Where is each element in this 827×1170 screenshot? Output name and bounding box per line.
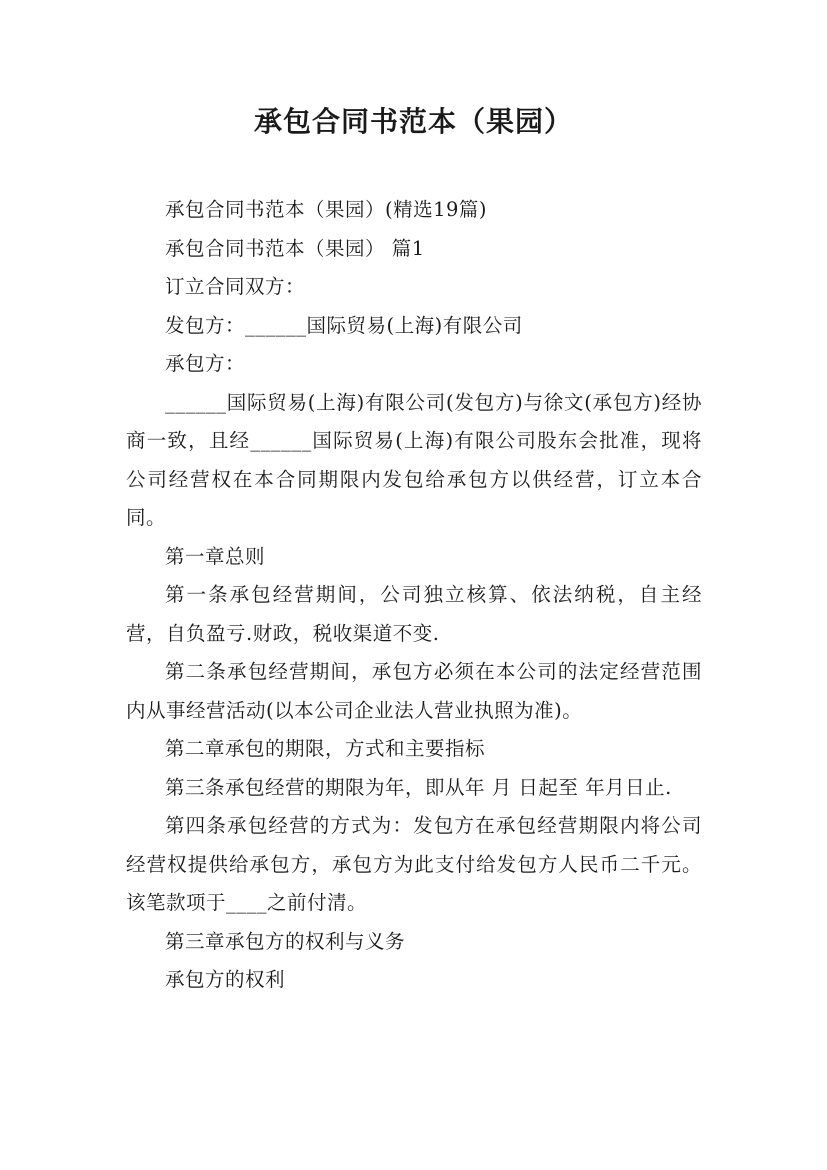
document-title: 承包合同书范本（果园） (253, 105, 573, 138)
paragraph-chapter-1: 第一章总则 (165, 544, 266, 568)
paragraph-contractor-issuer: 发包方：______国际贸易(上海)有限公司 (165, 313, 523, 337)
paragraph-article-1: 第一条承包经营期间，公司独立核算、依法纳税，自主经营，自负盈亏.财政，税收渠道不变. (126, 583, 702, 645)
document-body (126, 191, 702, 1000)
paragraph-article-2: 第二条承包经营期间，承包方必须在本公司的法定经营范围内从事经营活动(以本公司企业法人营业执照为准)。 (126, 660, 702, 722)
paragraph-section-heading: 承包合同书范本（果园） 篇1 (165, 236, 425, 260)
paragraph-subtitle: 承包合同书范本（果园）(精选19篇) (165, 198, 488, 221)
paragraph-preamble: ______国际贸易(上海)有限公司(发包方)与徐文(承包方)经协商一致，且经______国际贸易(上海)有限公司股东会批准，现将公司经营权在本合同期限内发包给承包方以供经营，订立本合同。 (126, 390, 702, 529)
paragraph-contractor-receiver: 承包方： (165, 352, 246, 375)
paragraph-contractor-rights: 承包方的权利 (165, 968, 286, 991)
paragraph-article-4: 第四条承包经营的方式为：发包方在承包经营期限内将公司经营权提供给承包方，承包方为此支付给发包方人民币二千元。该笔款项于____之前付清。 (126, 814, 702, 914)
paragraph-parties-label: 订立合同双方： (165, 275, 306, 298)
paragraph-chapter-3: 第三章承包方的权利与义务 (165, 929, 406, 953)
paragraph-article-3: 第三条承包经营的期限为年，即从年 月 日起至 年月日止. (165, 775, 672, 799)
paragraph-chapter-2: 第二章承包的期限，方式和主要指标 (165, 737, 486, 760)
